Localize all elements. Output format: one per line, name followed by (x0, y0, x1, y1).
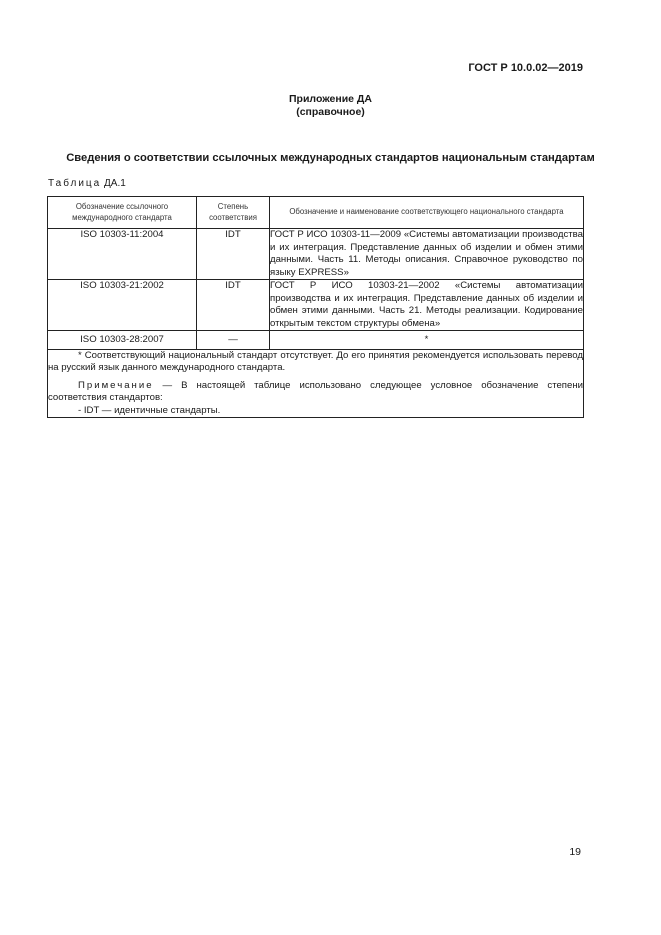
cell-reference: ISO 10303-28:2007 (48, 331, 197, 350)
cell-national: * (270, 331, 584, 350)
table-caption-number: ДА.1 (104, 178, 126, 189)
annex-title: Приложение ДА (289, 93, 372, 105)
table-header-row (48, 197, 584, 229)
cell-national: ГОСТ Р ИСО 10303-21—2002 «Системы автоматизации производства и их интеграция. Представление данных об изделии и обмен этими данными. Часть 21. Методы реализации. Кодирование открытым текстом структуры обмена» (270, 280, 583, 329)
header-degree: Степень соответствия (197, 197, 270, 229)
table-row (48, 280, 584, 331)
table-row (48, 331, 584, 350)
section-title: Сведения о соответствии ссылочных международных стандартов национальным стандартам (66, 152, 595, 164)
cell-degree: IDT (197, 280, 270, 331)
table-row (48, 229, 584, 280)
cell-national: ГОСТ Р ИСО 10303-11—2009 «Системы автоматизации производства и их интеграция. Представление данных об изделии и обмен этими данными. Часть 11. Методы описания. Справочное руководство по языку EXPRESS» (270, 229, 583, 278)
cell-reference: ISO 10303-21:2002 (48, 280, 197, 331)
annex-subtitle: (справочное) (296, 106, 365, 118)
correspondence-table (47, 196, 584, 418)
cell-degree: — (197, 331, 270, 350)
annex-heading (0, 93, 661, 119)
cell-degree: IDT (197, 229, 270, 280)
header-national: Обозначение и наименование соответствующего национального стандарта (270, 197, 584, 229)
table-caption-label: Таблица (48, 178, 102, 189)
cell-reference: ISO 10303-11:2004 (48, 229, 197, 280)
note-label: Примечание (78, 379, 154, 391)
document-code: ГОСТ Р 10.0.02—2019 (468, 62, 583, 74)
table-caption (48, 178, 126, 189)
table-notes-row (48, 349, 584, 418)
page-number: 19 (569, 846, 581, 858)
header-reference: Обозначение ссылочного международного стандарта (48, 197, 197, 229)
note-text: — В настоящей таблице использовано следующее условное обозначение степени соответствия стандартов: (48, 379, 583, 403)
table-footnote: * Соответствующий национальный стандарт отсутствует. До его принятия рекомендуется использовать перевод на русский язык данного международного стандарта. (48, 349, 583, 373)
note-item: - IDT — идентичные стандарты. (78, 404, 221, 416)
table-notes (48, 349, 584, 418)
table-note (48, 380, 583, 405)
